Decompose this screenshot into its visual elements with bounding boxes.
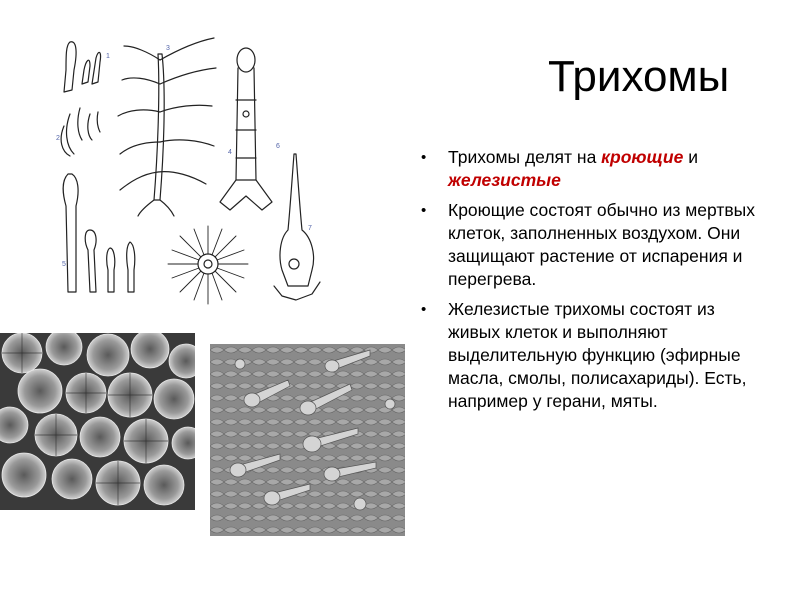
bullet-text: Трихомы делят на кроющие и железистые — [448, 147, 698, 190]
figure-number-2: 2 — [56, 135, 60, 142]
bullet-dot-icon: • — [421, 301, 427, 318]
bullet-dot-icon: • — [421, 149, 427, 166]
bullet-item — [415, 199, 765, 291]
figure-number-7: 7 — [308, 225, 312, 232]
bullet-text: Железистые трихомы состоят из живых клеток и выполняют выделительную функцию (эфирные масла, смолы, полисахариды). Есть, например у герани, мяты. — [448, 299, 747, 411]
figure-number-1: 1 — [106, 53, 110, 60]
glandular-hairs-micrograph-image — [210, 344, 405, 536]
bullet-item — [415, 298, 765, 413]
figure-number-3: 3 — [166, 45, 170, 52]
highlight-term: железистые — [448, 170, 561, 190]
scales-micrograph-image — [0, 333, 195, 510]
figure-number-5: 5 — [62, 261, 66, 268]
figure-number-6: 6 — [276, 143, 280, 150]
bullet-text: Кроющие состоят обычно из мертвых клеток, заполненных воздухом. Они защищают растение от испарения и перегрева. — [448, 200, 756, 289]
bullet-item — [415, 146, 765, 192]
figure-number-4: 4 — [228, 149, 232, 156]
slide-title: Трихомы — [548, 52, 730, 101]
figure-numbers — [56, 45, 312, 268]
trichome-drawings-image — [50, 30, 325, 315]
bullet-list — [415, 146, 765, 420]
bullet-dot-icon: • — [421, 202, 427, 219]
highlight-term: кроющие — [601, 147, 684, 167]
